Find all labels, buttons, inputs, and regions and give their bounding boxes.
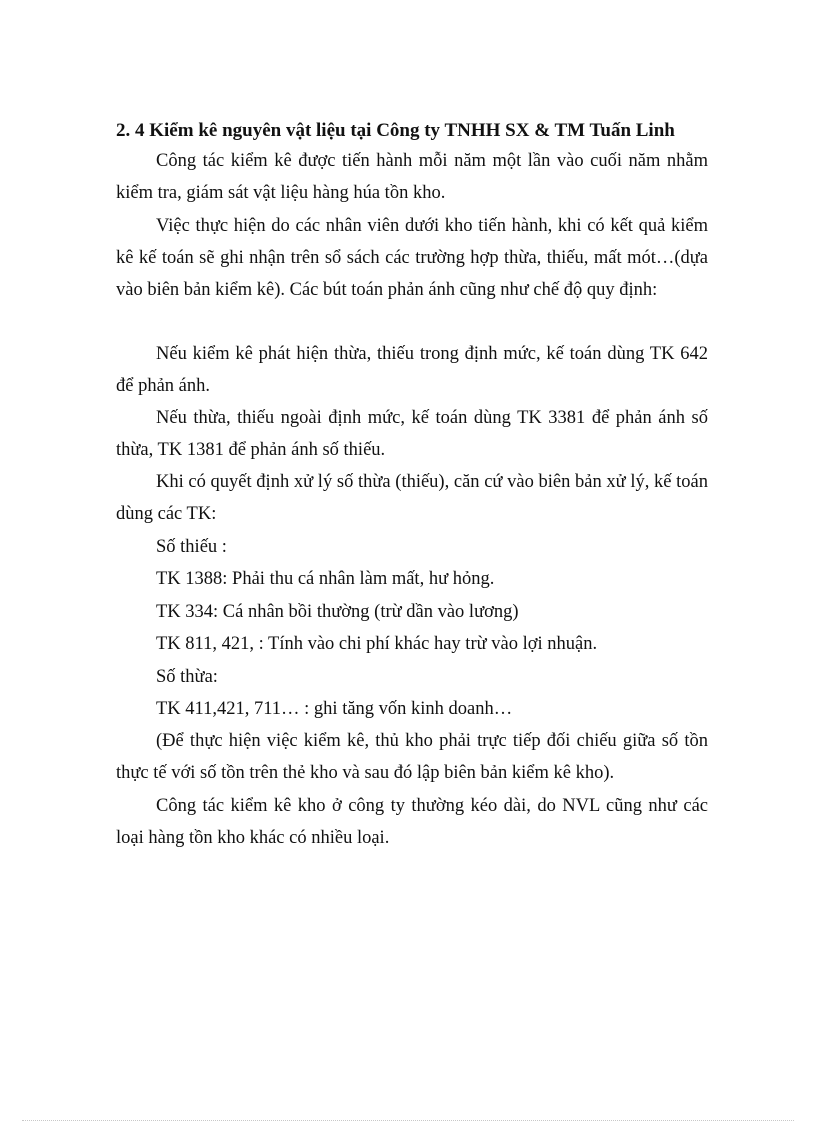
shortage-label: Số thiếu :	[156, 537, 227, 557]
paragraph-inventory-frequency: Công tác kiểm kê được tiến hành mỗi năm một lần vào cuối năm nhằm kiểm tra, giám sát vật liệu hàng húa tồn kho.	[116, 151, 708, 203]
paragraph-handling-decision: Khi có quyết định xử lý số thừa (thiếu), căn cứ vào biên bản xử lý, kế toán dùng các TK:	[116, 472, 708, 524]
surplus-item-tk411: TK 411,421, 711… : ghi tăng vốn kinh doanh…	[156, 699, 513, 719]
paragraph-inventory-execution: Việc thực hiện do các nhân viên dưới kho tiến hành, khi có kết quả kiểm kê kế toán sẽ ghi nhận trên sổ sách các trường hợp thừa, thiếu, mất mót…(dựa vào biên bản kiểm kê). Các bút toán phản ánh cũng như chế độ quy định:	[116, 216, 708, 300]
shortage-item-tk334: TK 334: Cá nhân bồi thường (trừ dần vào lương)	[156, 602, 519, 622]
paragraph-outside-norm: Nếu thừa, thiếu ngoài định mức, kế toán dùng TK 3381 để phản ánh số thừa, TK 1381 để phản ánh số thiếu.	[116, 408, 708, 460]
paragraph-within-norm: Nếu kiểm kê phát hiện thừa, thiếu trong định mức, kế toán dùng TK 642 để phản ánh.	[116, 344, 708, 396]
surplus-label: Số thừa:	[156, 667, 218, 687]
section-heading: 2. 4 Kiểm kê nguyên vật liệu tại Công ty TNHH SX & TM Tuấn Linh	[116, 120, 675, 141]
shortage-item-tk811: TK 811, 421, : Tính vào chi phí khác hay trừ vào lợi nhuận.	[156, 634, 598, 654]
paragraph-duration-note: Công tác kiểm kê kho ở công ty thường kéo dài, do NVL cũng như các loại hàng tồn kho khác có nhiều loại.	[116, 796, 708, 848]
paragraph-reconciliation-note: (Để thực hiện việc kiểm kê, thủ kho phải trực tiếp đối chiếu giữa số tồn thực tế với số tồn trên thẻ kho và sau đó lập biên bản kiểm kê kho).	[116, 731, 708, 783]
page-bottom-divider	[22, 1120, 794, 1121]
shortage-item-tk1388: TK 1388: Phải thu cá nhân làm mất, hư hỏng.	[156, 569, 495, 589]
